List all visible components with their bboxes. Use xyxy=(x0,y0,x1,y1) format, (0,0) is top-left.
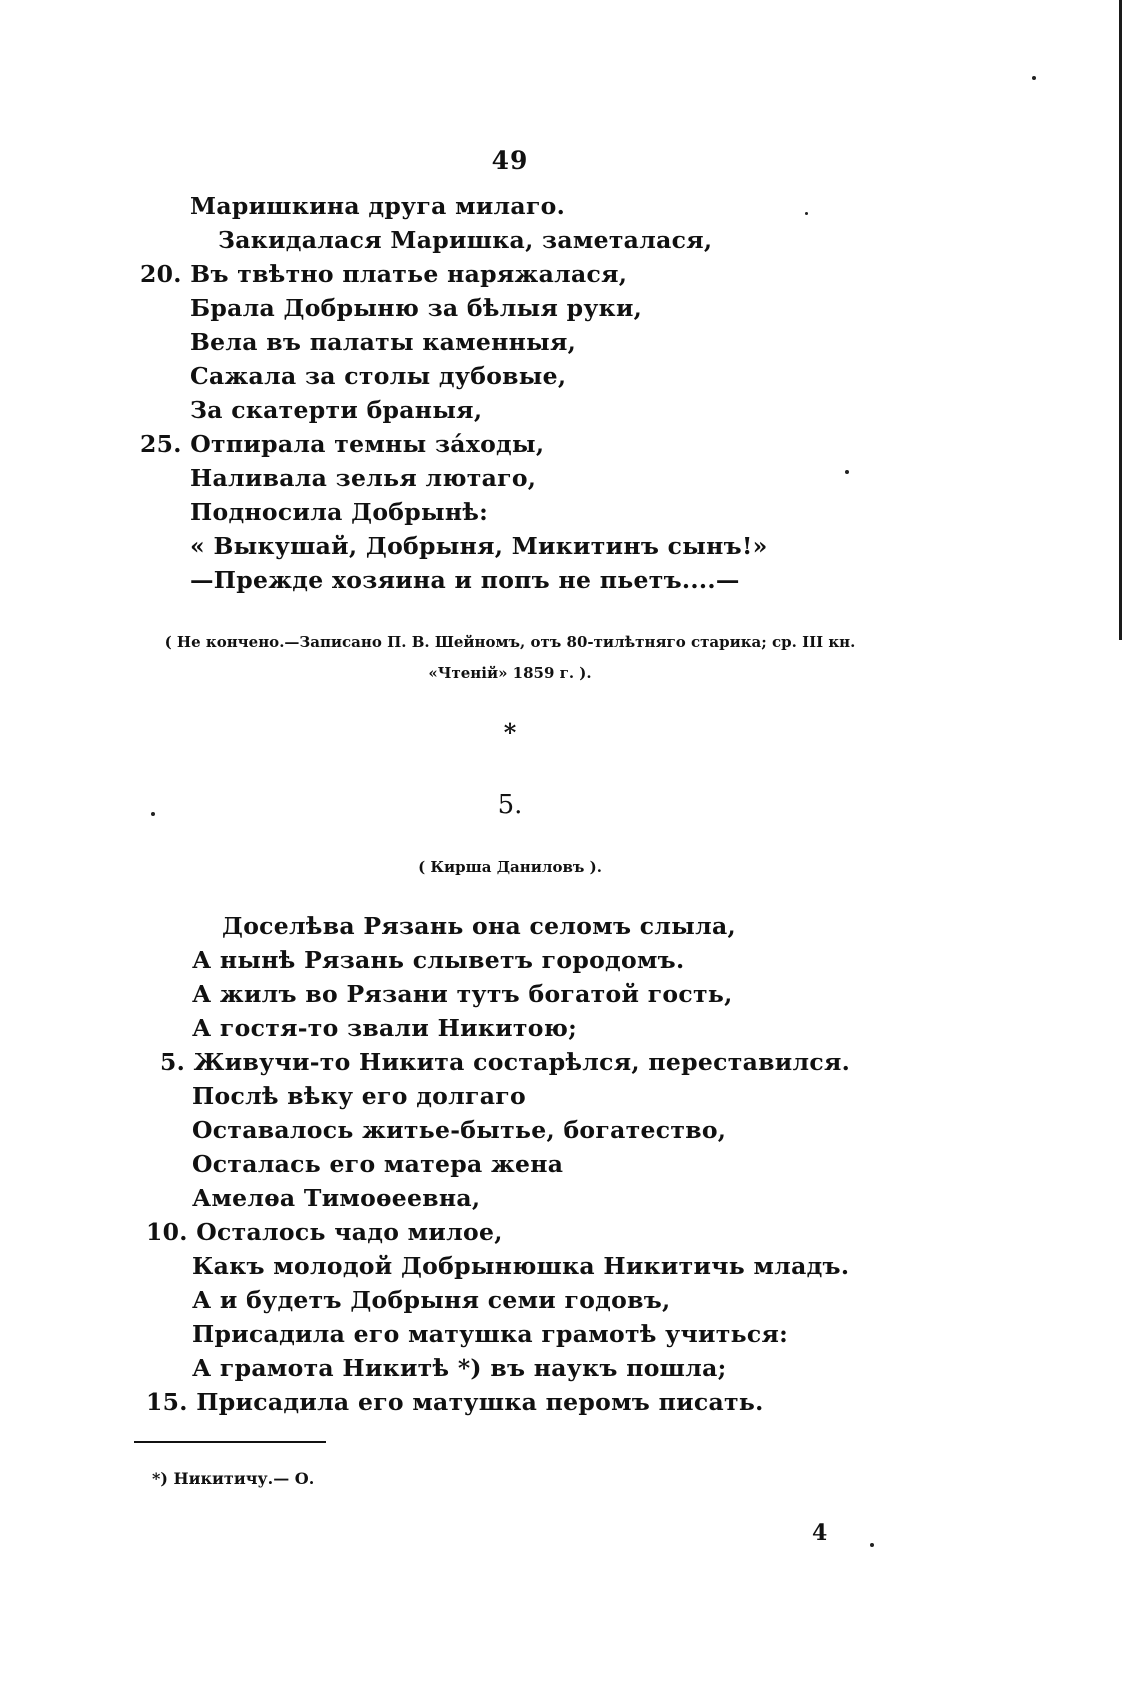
verse-line: Вела въ палаты каменныя, xyxy=(190,328,577,356)
verse-line: Брала Добрыню за бѣлыя руки, xyxy=(190,294,643,322)
print-speck xyxy=(870,1543,874,1547)
footnote: *) Никитичу.— О. xyxy=(152,1469,315,1488)
verse-line: —Прежде хозяина и попъ не пьетъ....— xyxy=(190,566,740,594)
verse-line: А жилъ во Рязани тутъ богатой гость, xyxy=(192,980,733,1008)
verse-line: Амелѳа Тимоѳеевна, xyxy=(192,1184,481,1212)
page-number: 49 xyxy=(491,146,529,175)
signature-mark: 4 xyxy=(812,1520,828,1546)
verse-line: 5. Живучи-то Никита состарѣлся, переставился. xyxy=(160,1048,851,1076)
verse-line: Наливала зелья лютаго, xyxy=(190,464,537,492)
editorial-note-line-2: «Чтеній» 1859 г. ). xyxy=(428,664,592,682)
verse-line: « Выкушай, Добрыня, Микитинъ сынъ!» xyxy=(190,532,768,560)
print-speck xyxy=(845,470,849,474)
footnote-divider xyxy=(134,1441,326,1443)
page-edge-line xyxy=(1119,0,1122,640)
line-number: 15. xyxy=(146,1388,188,1416)
verse-line: Маришкина друга милаго. xyxy=(190,192,566,220)
verse-line: Присадила его матушка грамотѣ учиться: xyxy=(192,1320,789,1348)
line-number: 5. xyxy=(160,1048,186,1076)
section-number: 5. xyxy=(497,790,523,820)
verse-line: За скатерти браныя, xyxy=(190,396,483,424)
verse-line: А нынѣ Рязань слыветъ городомъ. xyxy=(192,946,685,974)
line-number: 10. xyxy=(146,1218,188,1246)
line-number: 25. xyxy=(140,430,182,458)
verse-line: Доселѣва Рязань она селомъ слыла, xyxy=(222,912,736,940)
verse-line: Сажала за столы дубовые, xyxy=(190,362,567,390)
print-speck xyxy=(805,212,808,215)
print-speck xyxy=(1032,76,1036,80)
verse-line: Осталась его матера жена xyxy=(192,1150,564,1178)
verse-line: Послѣ вѣку его долгаго xyxy=(192,1082,526,1110)
verse-line: Оставалось житье-бытье, богатество, xyxy=(192,1116,727,1144)
verse-line: А и будетъ Добрыня семи годовъ, xyxy=(192,1286,671,1314)
verse-line: А гостя-то звали Никитою; xyxy=(192,1014,578,1042)
section-separator: * xyxy=(503,718,517,747)
verse-line: 15. Присадила его матушка перомъ писать. xyxy=(146,1388,764,1416)
verse-line: Подносила Добрынѣ: xyxy=(190,498,489,526)
editorial-note-line-1: ( Не кончено.—Записано П. В. Шейномъ, отъ 80-тилѣтняго старика; ср. III кн. xyxy=(164,633,856,651)
verse-line: 10. Осталось чадо милое, xyxy=(146,1218,503,1246)
verse-line: Закидалася Маришка, заметалася, xyxy=(218,226,713,254)
verse-line: 25. Отпирала темны зáходы, xyxy=(140,430,545,458)
source-attribution: ( Кирша Даниловъ ). xyxy=(418,858,602,876)
verse-line: 20. Въ твѣтно платье наряжалася, xyxy=(140,260,628,288)
verse-line: А грамота Никитѣ *) въ наукъ пошла; xyxy=(192,1354,727,1382)
verse-line: Какъ молодой Добрынюшка Никитичь младъ. xyxy=(192,1252,850,1280)
line-number: 20. xyxy=(140,260,182,288)
